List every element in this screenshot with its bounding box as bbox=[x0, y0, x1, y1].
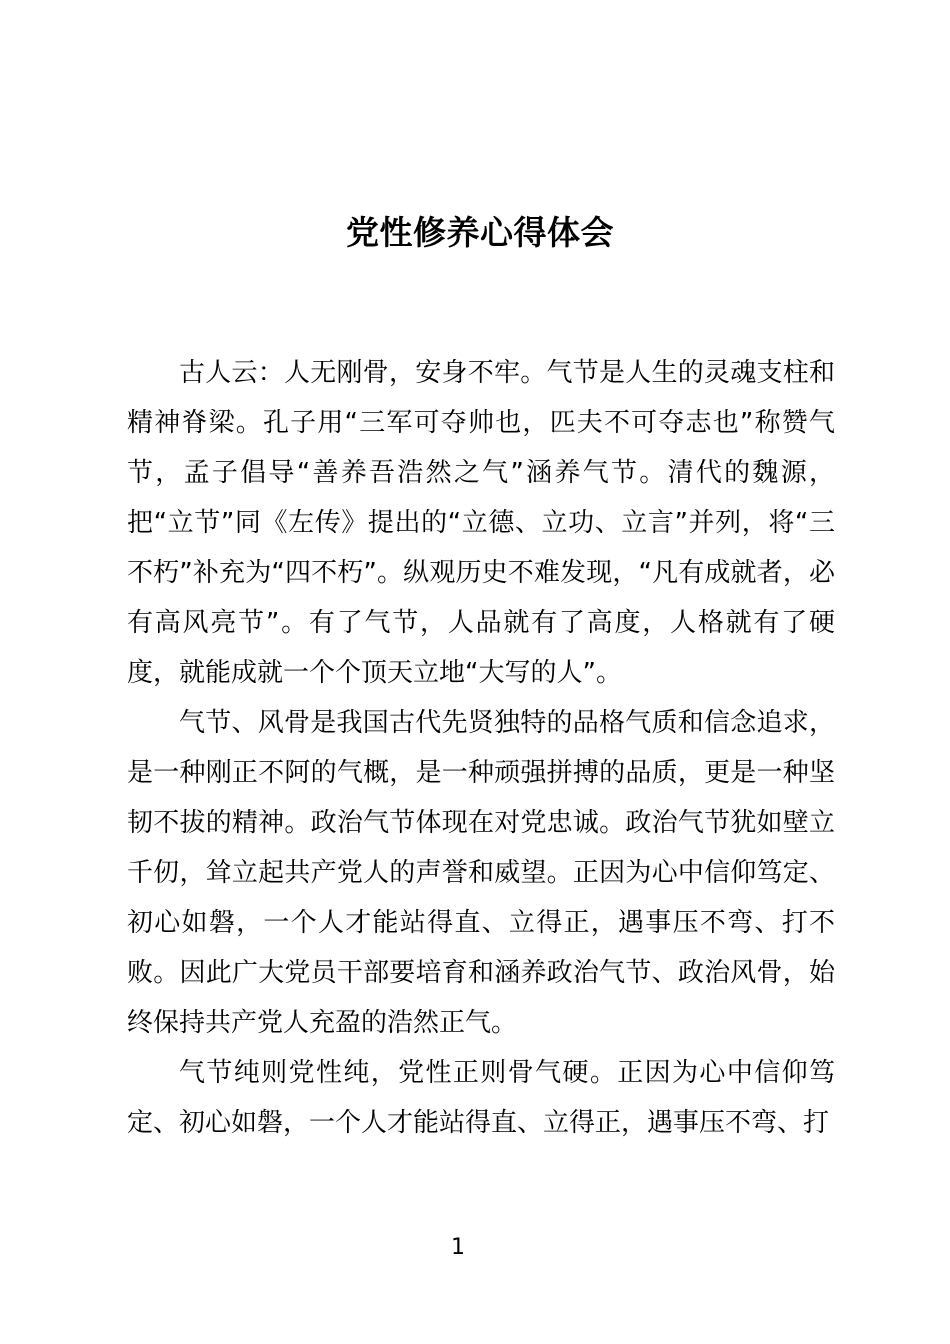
paragraph-3: 气节纯则党性纯，党性正则骨气硬。正因为心中信仰笃定、初心如磐，一个人才能站得直、立得正，遇事压不弯、打 bbox=[127, 1058, 835, 1138]
paragraph-2: 气节、风骨是我国古代先贤独特的品格气质和信念追求，是一种刚正不阿的气概，是一种顽强拼搏的品质，更是一种坚韧不拔的精神。政治气节体现在对党忠诚。政治气节犹如壁立千仞，耸立起共产党人的声誉和威望。正因为心中信仰笃定、初心如磐，一个人才能站得直、立得正，遇事压不弯、打不败。因此广大党员干部要培育和涵养政治气节、政治风骨，始终保持共产党人充盈的浩然正气。 bbox=[127, 708, 835, 1038]
paragraph-1: 古人云：人无刚骨，安身不牢。气节是人生的灵魂支柱和精神脊梁。孔子用“三军可夺帅也，匹夫不可夺志也”称赞气节，孟子倡导“善养吾浩然之气”涵养气节。清代的魏源，把“立节”同《左传》提出的“立德、立功、立言”并列，将“三不朽”补充为“四不朽”。纵观历史不难发现，“凡有成就者，必有高风亮节”。有了气节，人品就有了高度，人格就有了硬度，就能成就一个个顶天立地“大写的人”。 bbox=[127, 358, 835, 688]
document-title: 党性修养心得体会 bbox=[346, 213, 614, 252]
document-body bbox=[127, 348, 835, 1148]
page-number: 1 bbox=[451, 1235, 465, 1260]
